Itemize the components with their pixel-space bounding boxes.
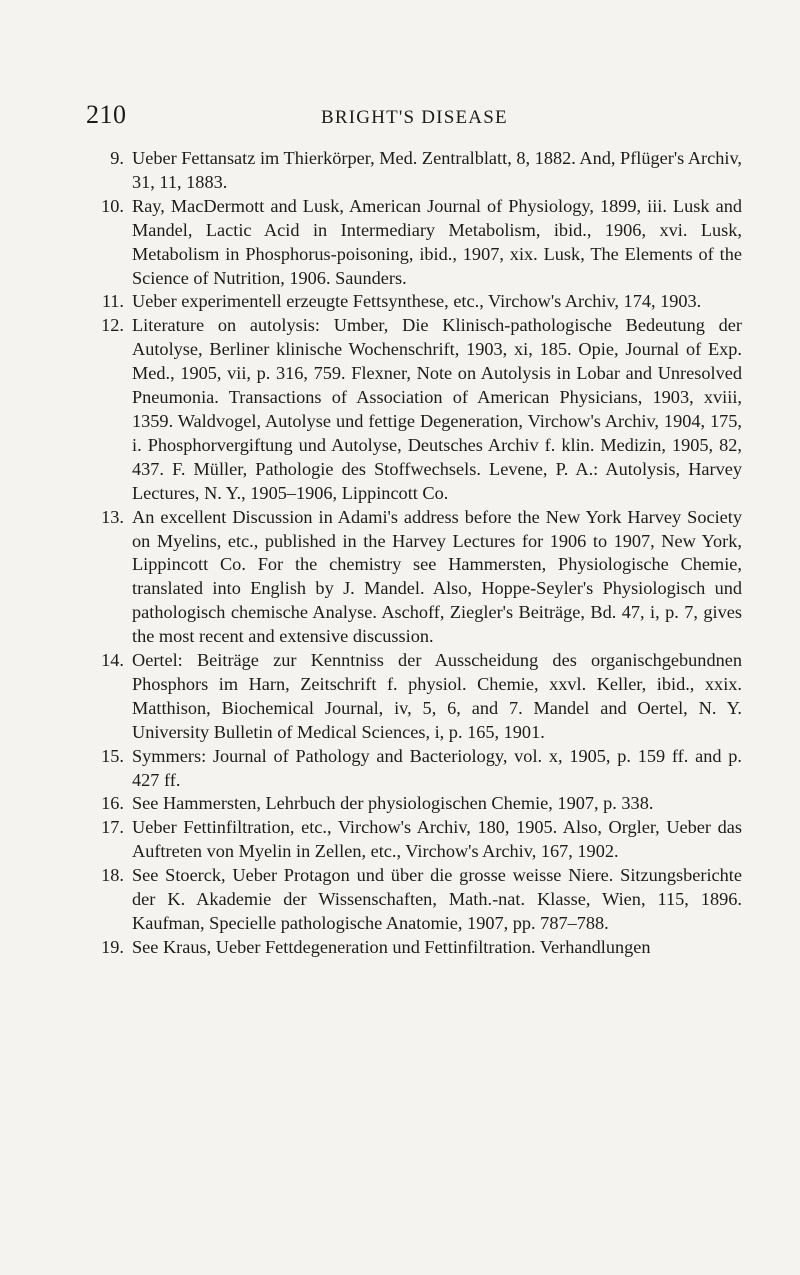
reference-note: [92, 936, 742, 960]
page-header: [86, 100, 726, 136]
reference-note: [92, 147, 742, 195]
note-text: See Hammersten, Lehrbuch der physiologischen Chemie, 1907, p. 338.: [132, 793, 654, 814]
reference-note: [92, 649, 742, 745]
note-text: Oertel: Beiträge zur Kenntniss der Ausscheidung des organischgebundnen Phosphors im Harn, Zeitschrift f. physiol. Chemie, xxvl. Keller, ibid., xxix. Matthison, Biochemical Journal, iv, 5, 6, and 7. Mandel and Oertel, N. Y. University Bulletin of Medical Sciences, i, p. 165, 1901.: [132, 650, 742, 742]
note-text: Literature on autolysis: Umber, Die Klinisch-pathologische Bedeutung der Autolyse, Berliner klinische Wochenschrift, 1903, xi, 185. Opie, Journal of Exp. Med., 1905, vii, p. 316, 759. Flexner, Note on Autolysis in Lobar and Unresolved Pneumonia. Transactions of Association of American Physicians, 1903, xviii, 1359. Waldvogel, Autolyse und fettige Degeneration, Virchow's Archiv, 1904, 175, i. Phosphorvergiftung und Autolyse, Deutsches Archiv f. klin. Medizin, 1905, 82, 437. F. Müller, Pathologie des Stoffwechsels. Levene, P. A.: Autolysis, Harvey Lectures, N. Y., 1905–1906, Lippincott Co.: [132, 315, 742, 503]
reference-note: [92, 792, 742, 816]
reference-notes-list: [92, 147, 742, 960]
note-text: Ueber Fettansatz im Thierkörper, Med. Zentralblatt, 8, 1882. And, Pflüger's Archiv, 31, 11, 1883.: [132, 148, 742, 192]
reference-note: [92, 290, 742, 314]
note-text: Ray, MacDermott and Lusk, American Journal of Physiology, 1899, iii. Lusk and Mandel, Lactic Acid in Intermediary Metabolism, ibid., 1906, xvi. Lusk, Metabolism in Phosphorus-poisoning, ibid., 1907, xix. Lusk, The Elements of the Science of Nutrition, 1906. Saunders.: [132, 195, 742, 288]
note-number: 15.: [101, 745, 124, 766]
note-text: An excellent Discussion in Adami's address before the New York Harvey Society on Myelins, etc., published in the Harvey Lectures for 1906 to 1907, New York, Lippincott Co. For the chemistry see Hammersten, Physiologische Chemie, translated into English by J. Mandel. Also, Hoppe-Seyler's Physiologisch und pathologisch chemische Analyse. Aschoff, Ziegler's Beiträge, Bd. 47, i, p. 7, gives the most recent and extensive discussion.: [132, 506, 742, 647]
note-number: 17.: [101, 817, 124, 838]
note-number: 9.: [110, 148, 124, 168]
reference-note: [92, 745, 742, 793]
note-number: 12.: [101, 315, 124, 336]
reference-note: [92, 864, 742, 936]
reference-note: [92, 195, 742, 291]
note-text: Ueber Fettinfiltration, etc., Virchow's Archiv, 180, 1905. Also, Orgler, Ueber das Auftreten von Myelin in Zellen, etc., Virchow's Archiv, 167, 1902.: [132, 817, 742, 862]
note-text: See Kraus, Ueber Fettdegeneration und Fettinfiltration. Verhandlungen: [132, 936, 651, 957]
reference-note: [92, 314, 742, 505]
note-text: See Stoerck, Ueber Protagon und über die grosse weisse Niere. Sitzungsberichte der K. Akademie der Wissenschaften, Math.-nat. Klasse, Wien, 115, 1896. Kaufman, Specielle pathologische Anatomie, 1907, pp. 787–788.: [132, 865, 742, 933]
note-text: Symmers: Journal of Pathology and Bacteriology, vol. x, 1905, p. 159 ff. and p. 427 ff.: [132, 745, 742, 790]
running-title: BRIGHT'S DISEASE: [321, 107, 508, 128]
note-number: 10.: [101, 195, 124, 216]
reference-note: [92, 506, 742, 649]
note-number: 18.: [101, 865, 124, 886]
note-text: Ueber experimentell erzeugte Fettsynthese, etc., Virchow's Archiv, 174, 1903.: [132, 291, 702, 312]
note-number: 19.: [101, 936, 124, 957]
note-number: 13.: [101, 506, 124, 527]
note-number: 16.: [101, 793, 124, 814]
note-number: 14.: [101, 650, 124, 671]
note-number: 11.: [101, 291, 124, 312]
reference-note: [92, 816, 742, 864]
page-number: 210: [86, 100, 127, 129]
